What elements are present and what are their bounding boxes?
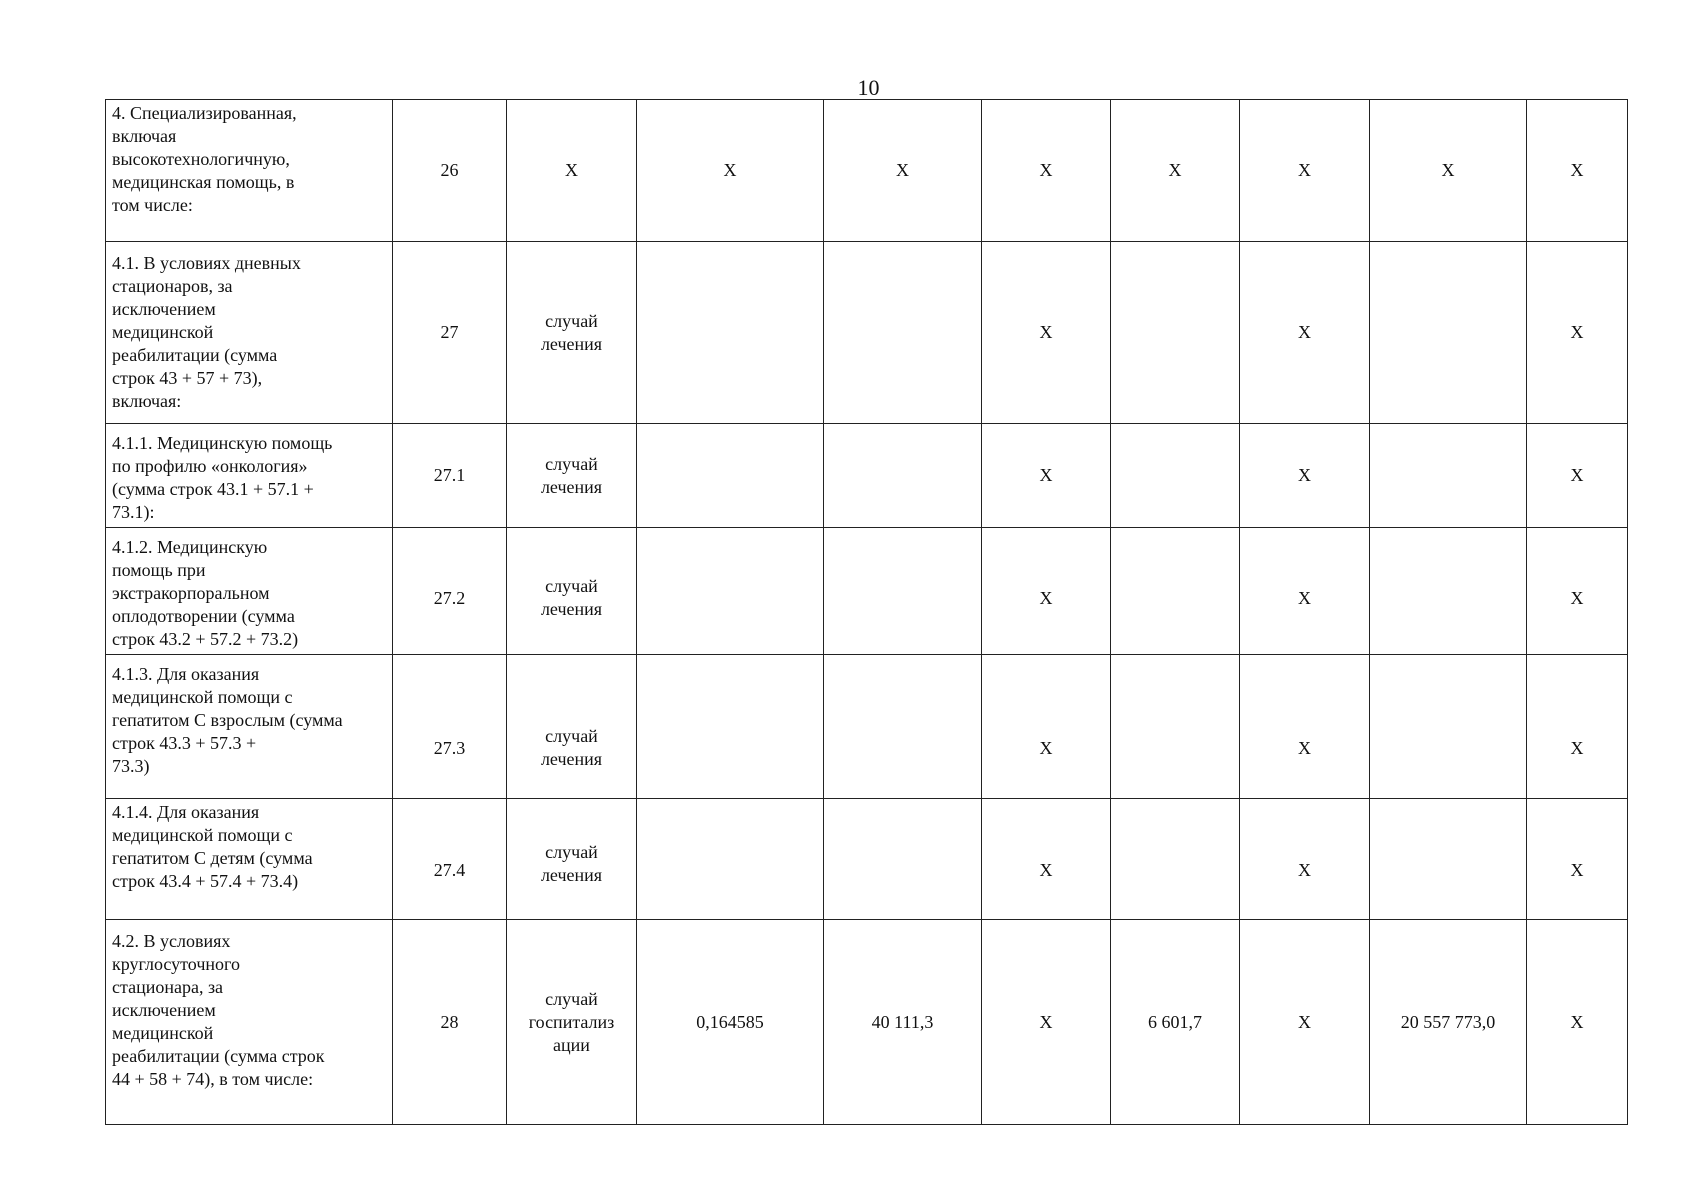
unit-cell <box>507 920 637 1125</box>
row-name-cell <box>106 528 393 655</box>
value-cell <box>1370 799 1527 920</box>
value-cell: X <box>1527 242 1628 424</box>
row-name: 4.1.1. Медицинскую помощь по профилю «онкология» (сумма строк 43.1 + 57.1 + 73.1): <box>112 433 333 522</box>
line-number-cell: 28 <box>393 920 507 1125</box>
value-cell: X <box>1240 655 1370 799</box>
value-cell <box>1111 799 1240 920</box>
row-name-cell <box>106 920 393 1125</box>
unit-text: случай лечения <box>540 310 603 354</box>
unit-text: случай лечения <box>540 576 603 619</box>
line-number-cell: 27.1 <box>393 424 507 528</box>
unit-cell <box>507 799 637 920</box>
value-cell: X <box>1240 100 1370 242</box>
value-cell: X <box>824 100 982 242</box>
value-cell: X <box>1527 528 1628 655</box>
value-cell: X <box>1240 242 1370 424</box>
value-cell: 6 601,7 <box>1111 920 1240 1125</box>
value-cell: X <box>1240 799 1370 920</box>
line-number-cell: 27.3 <box>393 655 507 799</box>
table-row <box>106 528 1628 655</box>
value-cell: X <box>982 528 1111 655</box>
value-cell: X <box>1527 920 1628 1125</box>
table-row <box>106 655 1628 799</box>
value-cell <box>824 424 982 528</box>
line-number-cell: 27.4 <box>393 799 507 920</box>
unit-cell <box>507 528 637 655</box>
unit-text: случай госпитализ ации <box>528 988 615 1055</box>
value-cell <box>824 799 982 920</box>
value-cell: 20 557 773,0 <box>1370 920 1527 1125</box>
value-cell <box>1370 242 1527 424</box>
value-cell: X <box>982 655 1111 799</box>
value-cell: X <box>1240 920 1370 1125</box>
value-cell: X <box>982 424 1111 528</box>
value-cell <box>637 799 824 920</box>
row-name-cell <box>106 799 393 920</box>
value-cell: X <box>1527 100 1628 242</box>
table-row <box>106 424 1628 528</box>
row-name: 4.1.4. Для оказания медицинской помощи с гепатитом С детям (сумма строк 43.4 + 57.4 + 73.4) <box>112 802 313 891</box>
value-cell <box>1111 424 1240 528</box>
value-cell: X <box>982 799 1111 920</box>
value-cell <box>637 655 824 799</box>
value-cell <box>824 242 982 424</box>
table-row <box>106 920 1628 1125</box>
value-cell: X <box>1527 799 1628 920</box>
value-cell <box>824 655 982 799</box>
value-cell: X <box>1370 100 1527 242</box>
row-name: 4. Специализированная, включая высокотехнологичную, медицинская помощь, в том числе: <box>112 103 297 215</box>
page-number: 10 <box>857 75 880 100</box>
unit-cell <box>507 424 637 528</box>
row-name: 4.1.3. Для оказания медицинской помощи с гепатитом С взрослым (сумма строк 43.3 + 57.3 + 73.3) <box>112 664 343 776</box>
unit-text: случай лечения <box>540 726 603 769</box>
value-cell <box>824 528 982 655</box>
value-cell <box>1111 655 1240 799</box>
value-cell: X <box>982 242 1111 424</box>
value-cell: X <box>1527 424 1628 528</box>
line-number-cell: 27 <box>393 242 507 424</box>
value-cell <box>637 528 824 655</box>
table-row <box>106 242 1628 424</box>
unit-text: X <box>565 160 578 180</box>
row-name: 4.1. В условиях дневных стационаров, за исключением медицинской реабилитации (сумма строк 43 + 57 + 73), включая: <box>112 253 301 411</box>
value-cell <box>1111 528 1240 655</box>
value-cell: 40 111,3 <box>824 920 982 1125</box>
value-cell <box>1370 528 1527 655</box>
value-cell: X <box>1111 100 1240 242</box>
unit-cell <box>507 242 637 424</box>
value-cell: X <box>1240 528 1370 655</box>
unit-cell <box>507 655 637 799</box>
value-cell <box>1111 242 1240 424</box>
table-row <box>106 100 1628 242</box>
value-cell: X <box>1240 424 1370 528</box>
unit-text: случай лечения <box>540 842 603 885</box>
value-cell: X <box>982 920 1111 1125</box>
row-name-cell <box>106 655 393 799</box>
value-cell <box>1370 655 1527 799</box>
unit-cell <box>507 100 637 242</box>
value-cell <box>1370 424 1527 528</box>
value-cell <box>637 424 824 528</box>
row-name-cell <box>106 242 393 424</box>
data-table <box>105 99 1628 1125</box>
row-name-cell <box>106 424 393 528</box>
row-name-cell <box>106 100 393 242</box>
value-cell <box>637 242 824 424</box>
line-number-cell: 26 <box>393 100 507 242</box>
unit-text: случай лечения <box>540 453 603 497</box>
value-cell: X <box>637 100 824 242</box>
value-cell: X <box>982 100 1111 242</box>
line-number-cell: 27.2 <box>393 528 507 655</box>
value-cell: 0,164585 <box>637 920 824 1125</box>
value-cell: X <box>1527 655 1628 799</box>
row-name: 4.1.2. Медицинскую помощь при экстракорпоральном оплодотворении (сумма строк 43.2 + 57.2 + 73.2) <box>112 537 299 649</box>
row-name: 4.2. В условиях круглосуточного стационара, за исключением медицинской реабилитации (сумма строк 44 + 58 + 74), в том числе: <box>112 931 325 1089</box>
table-row <box>106 799 1628 920</box>
